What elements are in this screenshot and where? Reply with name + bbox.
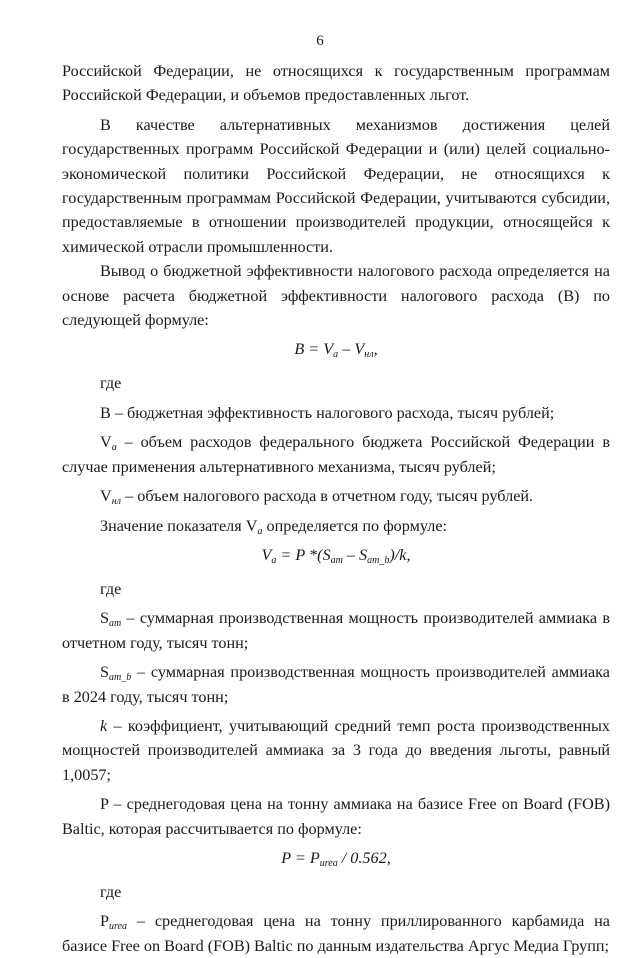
paragraph-continuation: Российской Федерации, не относящихся к государственным программам Российской Федерации, и объемов предоставленных льгот. xyxy=(62,62,610,105)
definition-vnl: $V_{нл}$ – объем налогового расхода в отчетном году, тысяч рублей. xyxy=(100,487,534,508)
document-body xyxy=(62,59,610,958)
formula-va: $V_a = P$ $*(S_{am} - S_{am\_b})/k$, xyxy=(261,545,411,566)
definition-k: k – коэффициент, учитывающий средний темп роста производственных мощностей производителей аммиака за 3 года до введения льготы, равный 1,0057; xyxy=(62,716,610,784)
where-label: где xyxy=(100,579,122,598)
va-intro: Значение показателя $V_a$ определяется по формуле: xyxy=(100,516,448,537)
formula-budget-efficiency: $B = V_a - V_{нл}$, xyxy=(294,340,378,361)
where-label: где xyxy=(100,882,122,901)
page-number: 6 xyxy=(316,33,324,49)
paragraph-budget-efficiency: Вывод о бюджетной эффективности налогового расхода определяется на основе расчета бюджетной эффективности налогового расхода (B) по следующей формуле: xyxy=(62,262,610,330)
paragraph-alternative-mechanisms: В качестве альтернативных механизмов достижения целей государственных программ Российской Федерации и (или) целей социально-экономической политики Российской Федерации, не относящихся к государственным программам Российской Федерации, учитываются субсидии, предоставляемые в отношении производителей продукции, относящейся к химической отрасли промышленности. xyxy=(62,115,610,256)
definition-samb: $S_{am\_b}$ – суммарная производственная мощность производителей аммиака в 2024 году, тысяч тонн; xyxy=(62,663,610,706)
formula-p: $P = P_{urea} / 0.562$, xyxy=(281,848,391,869)
definition-b: B – бюджетная эффективность налогового расхода, тысяч рублей; xyxy=(100,403,555,422)
definition-va: $V_a$ – объем расходов федерального бюджета Российской Федерации в случае применения альтернативного механизма, тысяч рублей; xyxy=(62,433,610,476)
definition-purea: $P_{urea}$ – среднегодовая цена на тонну приллированного карбамида на базисе Free on Board (FOB) Baltic по данным издательства Аргус Медиа Групп; xyxy=(62,912,610,955)
definition-p: P – среднегодовая цена на тонну аммиака на базисе Free on Board (FOB) Baltic, которая рассчитывается по формуле: xyxy=(62,795,610,838)
definition-sam: $S_{am}$ – суммарная производственная мощность производителей аммиака в отчетном году, тысяч тонн; xyxy=(62,609,610,652)
where-label: где xyxy=(100,374,122,393)
